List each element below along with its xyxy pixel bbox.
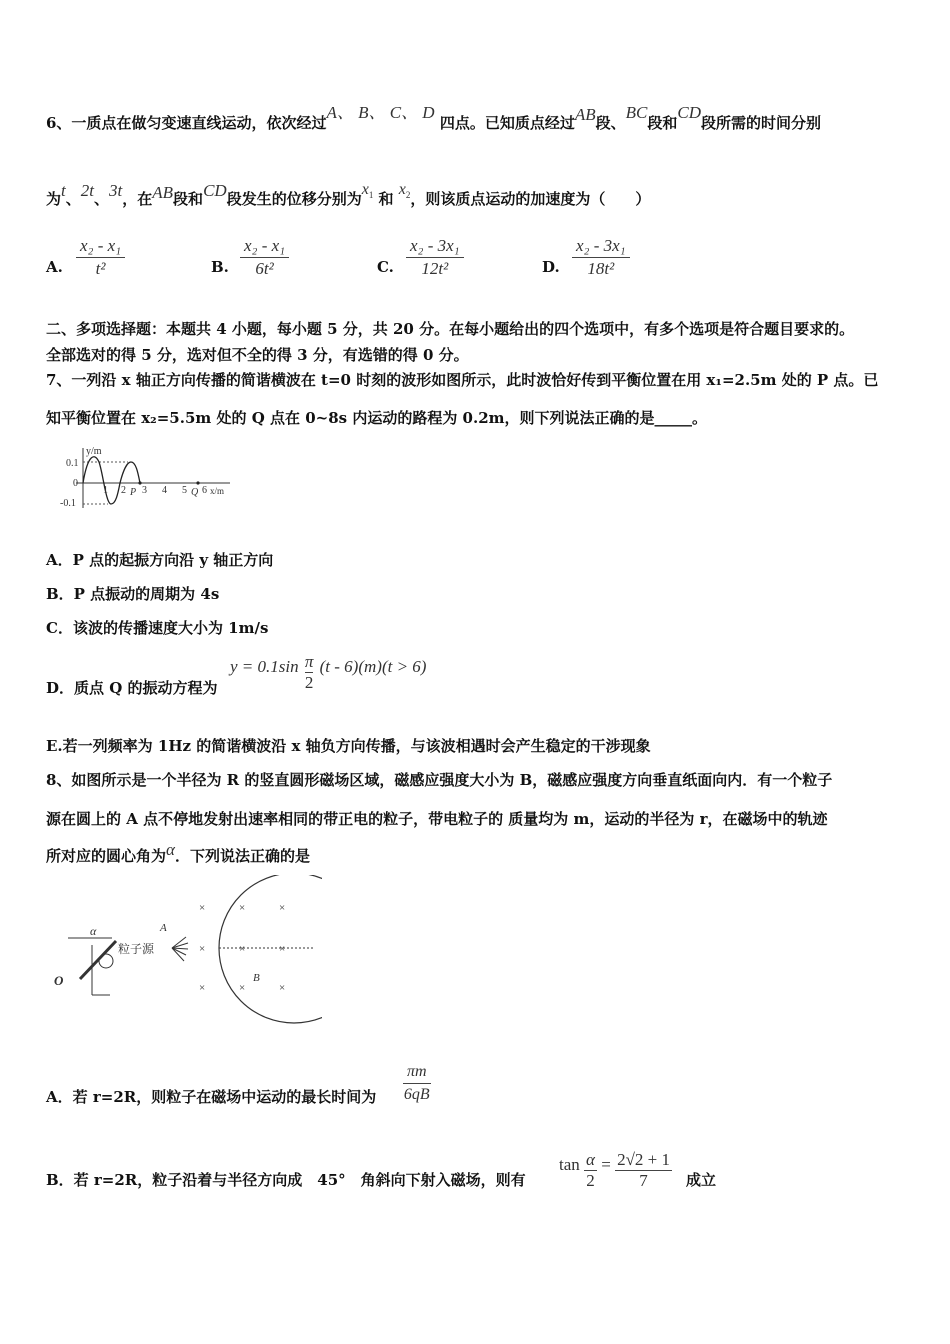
q8-line2: 源在圆上的 A 点不停地发射出速率相同的带正电的粒子，带电粒子的 质量均为 m，运动的半径为 r，在磁场中的轨迹 [46, 810, 828, 828]
svg-text:×: × [199, 982, 206, 994]
q6-option-b-fraction: $\frac{\text{x₂ - x₁}}{\text{6t²}}$ [240, 235, 289, 280]
q7-option-b[interactable]: B．P 点振动的周期为 4s [46, 585, 220, 603]
q6-option-d[interactable]: D. [542, 258, 560, 276]
svg-text:×: × [279, 943, 286, 955]
q8-magnetic-figure [52, 875, 322, 1050]
q6-points: A、 B、 C、 D [326, 103, 435, 122]
q7-ylabel: y/m [86, 446, 102, 457]
section2-line1: 二、多项选择题：本题共 4 小题，每小题 5 分，共 20 分。在每小题给出的四个选项中，有多个选项是符合题目要求的。 [46, 320, 855, 338]
svg-text:×: × [199, 902, 206, 914]
q6-option-a-fraction: $\frac{\text{x₂ - x₁}}{\text{t²}}$ [76, 235, 125, 280]
q8-label-a: A [160, 922, 167, 934]
q7-y-zero: 0 [73, 478, 78, 489]
q7-tick-3: 3 [142, 485, 147, 496]
q8-line3: 所对应的圆心角为α．下列说法正确的是 [46, 840, 310, 865]
q7-tick-q: Q [191, 487, 199, 498]
q7-y-top: 0.1 [66, 458, 79, 469]
q7-option-d[interactable]: D．质点 Q 的振动方程为 [46, 679, 218, 697]
q7-line1: 7、一列沿 x 轴正方向传播的简谐横波在 t=0 时刻的波形如图所示，此时波恰好传到平衡位置在用 x₁=2.5m 处的 P 点。已 [46, 371, 879, 389]
q7-wave-figure [58, 443, 238, 513]
q6-option-c[interactable]: C. [377, 258, 394, 276]
q7-y-bottom: -0.1 [60, 498, 76, 509]
q7-line2: 知平衡位置在 x₂=5.5m 处的 Q 点在 0~8s 内运动的路程为 0.2m，则下列说法正确的是_____。 [46, 409, 708, 427]
q6-line1: 6、一质点在做匀变速直线运动，依次经过A、 B、 C、 D 四点。已知质点经过AB段、BC段和CD段所需的时间分别 [46, 103, 822, 132]
q7-option-a[interactable]: A．P 点的起振方向沿 y 轴正方向 [46, 551, 274, 569]
svg-text:×: × [239, 982, 246, 994]
q8-arrows [172, 937, 188, 961]
q8-line1: 8、如图所示是一个半径为 R 的竖直圆形磁场区域，磁感应强度大小为 B，磁感应强度方向垂直纸面向内．有一个粒子 [46, 771, 833, 789]
section2-line2: 全部选对的得 5 分，选对但不全的得 3 分，有选错的得 0 分。 [46, 346, 469, 364]
q7-tick-6: 6 [202, 485, 207, 496]
q8-field-circle [219, 875, 322, 1023]
q6-option-a[interactable]: A. [46, 258, 63, 276]
q7-option-d-equation: y = 0.1sin $\frac{\pi}{2}$ (t - 6)(m)(t > 6) [230, 652, 427, 692]
q6-option-b[interactable]: B. [211, 258, 229, 276]
q8-label-alpha: α [90, 924, 97, 938]
q6-line2: 为t、2t、3t，在AB段和CD段发生的位移分别为$x_1$ 和 $x_2$，则该质点运动的加速度为（ ） [46, 181, 651, 208]
q8-option-a-fraction: $\frac{\pi m}{6qB}$ [403, 1063, 430, 1103]
svg-text:×: × [279, 982, 286, 994]
svg-text:×: × [239, 943, 246, 955]
q6-option-c-fraction: $\frac{\text{x₂ - 3x₁}}{\text{12t²}}$ [406, 235, 464, 280]
q7-tick-5: 5 [182, 485, 187, 496]
svg-text:×: × [199, 943, 206, 955]
svg-text:×: × [279, 902, 286, 914]
q8-option-b-equation: tan $\frac{\alpha}{2}$ = $\frac{2√2 + 1}{7}$ [559, 1150, 670, 1190]
q8-option-b[interactable]: B．若 r=2R，粒子沿着与半径方向成 45° 角斜向下射入磁场，则有 [46, 1171, 526, 1189]
q6-option-d-fraction: $\frac{\text{x₂ - 3x₁}}{\text{18t²}}$ [572, 235, 630, 280]
q7-option-c[interactable]: C．该波的传播速度大小为 1m/s [46, 619, 269, 637]
q7-tick-4: 4 [162, 485, 167, 496]
q8-option-b-tail: 成立 [686, 1171, 717, 1189]
q8-label-o: O [54, 973, 64, 988]
q7-tick-p: P [130, 487, 137, 498]
q8-source-label: 粒子源 [118, 942, 155, 956]
q7-option-e[interactable]: E.若一列频率为 1Hz 的简谐横波沿 x 轴负方向传播，与该波相遇时会产生稳定的干涉现象 [46, 737, 651, 755]
q7-tick-2: 2 [121, 485, 126, 496]
q8-option-a[interactable]: A．若 r=2R，则粒子在磁场中运动的最长时间为 [46, 1088, 377, 1106]
q8-label-b: B [253, 972, 260, 984]
q7-xlabel: x/m [210, 486, 225, 496]
q7-tick-1: 1 [103, 485, 108, 496]
svg-text:×: × [239, 902, 246, 914]
